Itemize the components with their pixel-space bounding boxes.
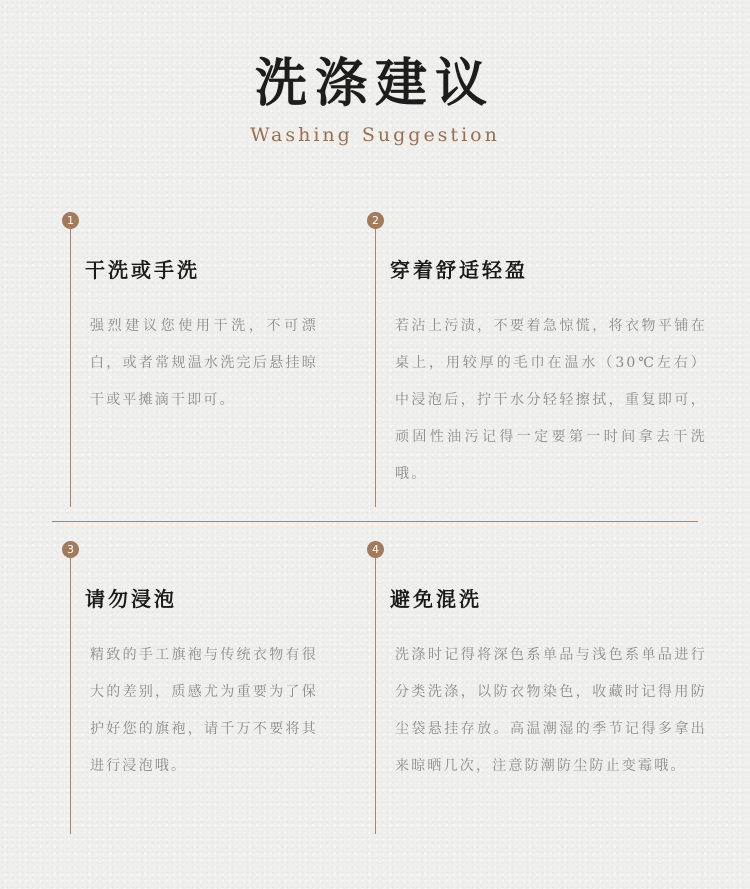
step-number-badge: 1 <box>62 212 79 229</box>
section-horizontal-divider <box>52 521 698 522</box>
step-number-badge: 3 <box>62 541 79 558</box>
card-vertical-divider <box>375 212 376 507</box>
card-vertical-divider <box>70 212 71 507</box>
page-subtitle: Washing Suggestion <box>250 124 500 146</box>
card-vertical-divider <box>70 541 71 834</box>
card-body-text: 强烈建议您使用干洗，不可漂白，或者常规温水洗完后悬挂晾干或平摊滴干即可。 <box>90 318 318 408</box>
step-number-badge: 2 <box>367 212 384 229</box>
card-title: 干洗或手洗 <box>85 258 200 282</box>
step-number-badge: 4 <box>367 541 384 558</box>
page-title: 洗涤建议 <box>254 53 495 114</box>
card-title: 避免混洗 <box>390 587 482 611</box>
card-body-text: 若沾上污渍，不要着急惊慌，将衣物平铺在桌上，用较厚的毛巾在温水（30℃左右）中浸泡后，拧干水分轻轻擦拭，重复即可，顽固性油污记得一定要第一时间拿去干洗哦。 <box>395 318 707 482</box>
card-body-text: 精致的手工旗袍与传统衣物有很大的差别，质感尤为重要为了保护好您的旗袍，请千万不要将其进行浸泡哦。 <box>90 647 318 774</box>
card-body-text: 洗涤时记得将深色系单品与浅色系单品进行分类洗涤，以防衣物染色，收藏时记得用防尘袋悬挂存放。高温潮湿的季节记得多拿出来晾晒几次，注意防潮防尘防止变霉哦。 <box>395 647 707 774</box>
card-vertical-divider <box>375 541 376 834</box>
card-title: 穿着舒适轻盈 <box>390 258 528 282</box>
card-title: 请勿浸泡 <box>85 587 177 611</box>
